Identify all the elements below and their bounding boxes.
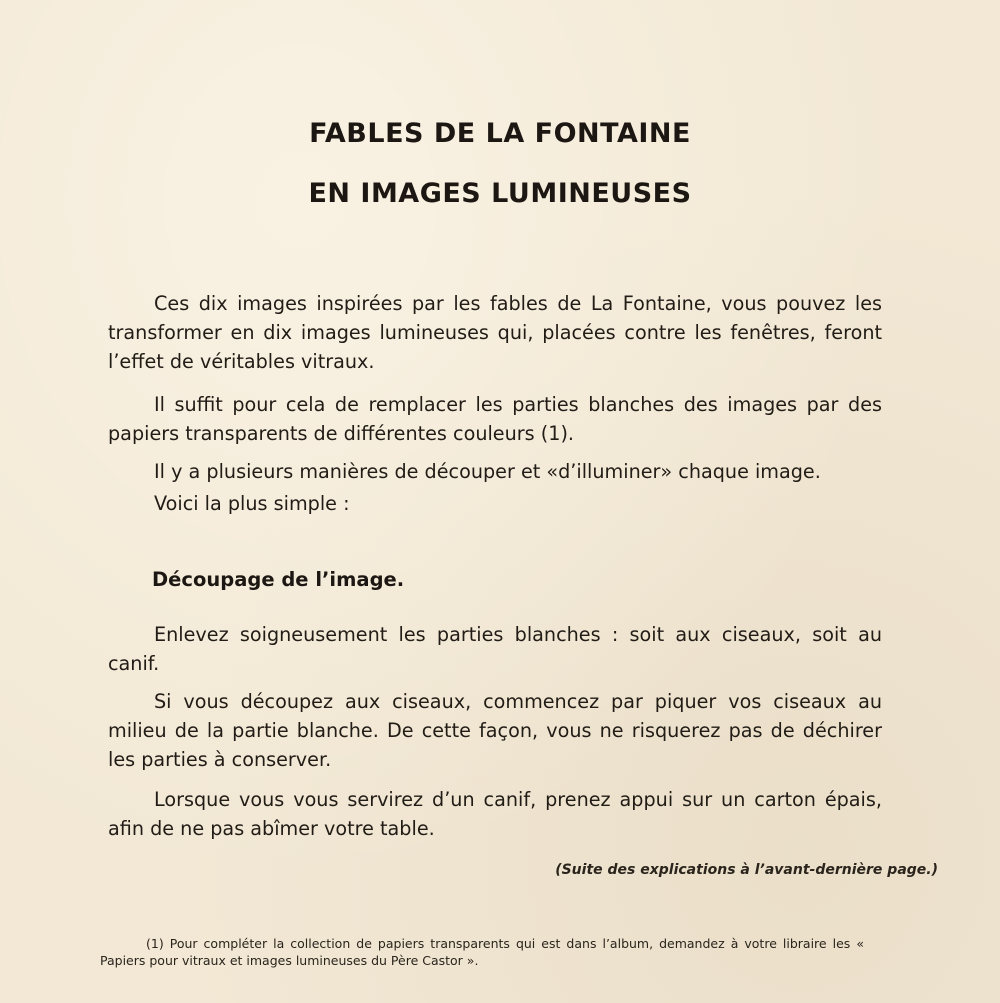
paragraph-scissors: Si vous découpez aux ciseaux, commencez par piquer vos ciseaux au milieu de la partie blanche. De cette façon, vous ne risquerez pas de déchirer les parties à conserver. <box>108 690 882 771</box>
page-title-line-1: FABLES DE LA FONTAINE <box>309 118 691 149</box>
paragraph-simplest: Voici la plus simple : <box>154 492 350 515</box>
paragraph-method: Il suffit pour cela de remplacer les parties blanches des images par des papiers transparents de différentes couleurs (1). <box>108 393 882 445</box>
paragraph-remove-white: Enlevez soigneusement les parties blanches : soit aux ciseaux, soit au canif. <box>108 623 882 675</box>
footnote: (1) Pour compléter la collection de papiers transparents qui est dans l’album, demandez à votre libraire les « Papiers pour vitraux et images lumineuses du Père Castor ». <box>100 936 864 968</box>
paragraph-intro: Ces dix images inspirées par les fables de La Fontaine, vous pouvez les transformer en dix images lumineuses qui, placées contre les fenêtres, feront l’effet de véritables vitraux. <box>108 292 882 373</box>
section-heading: Découpage de l’image. <box>152 568 405 591</box>
page-title-line-2: EN IMAGES LUMINEUSES <box>308 178 692 209</box>
continuation-note: (Suite des explications à l’avant-dernière page.) <box>555 862 938 878</box>
paragraph-ways: Il y a plusieurs manières de découper et «d’illuminer» chaque image. <box>154 460 821 483</box>
paragraph-penknife: Lorsque vous vous servirez d’un canif, prenez appui sur un carton épais, afin de ne pas abîmer votre table. <box>108 788 882 840</box>
